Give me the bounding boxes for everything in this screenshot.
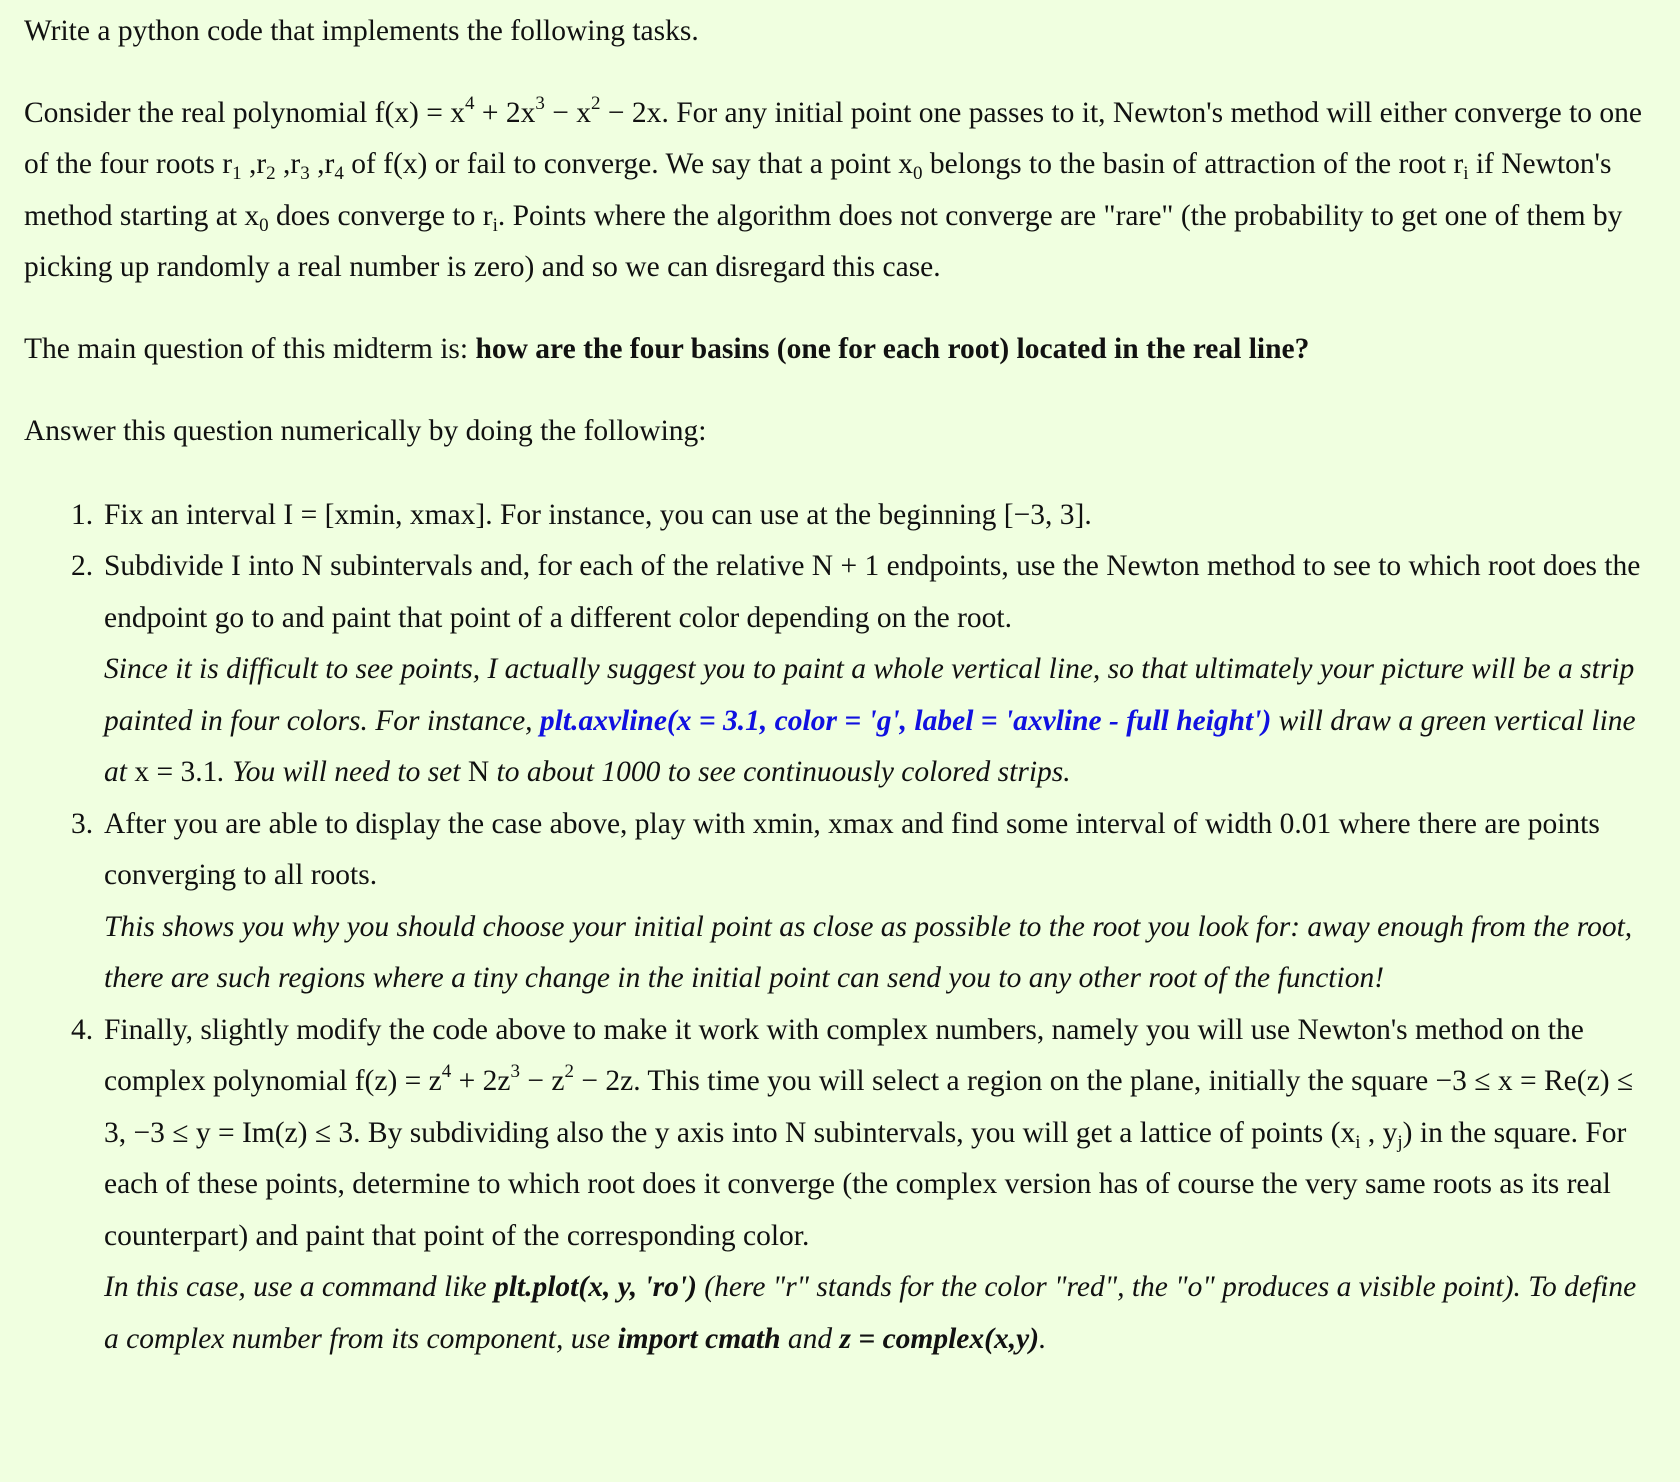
task-list <box>24 490 1658 1366</box>
axvline-code: plt.axvline(x = 3.1, color = 'g', label = 'axvline - full height') <box>539 704 1272 737</box>
main-question-bold: how are the four basins (one for each root) located in the real line? <box>475 332 1310 365</box>
list-item: 4. Finally, slightly modify the code above to make it work with complex numbers, namely you will use Newton's method on the complex polynomial $f(z) = z^4 + 2z^3 - z^2 - 2z$. This time you will select a region on the plane, initially the square −3 ≤ x = Re(z) ≤ 3, −3 ≤ y = Im(z) ≤ 3. By subdividing also the y axis into N subintervals, you will get a lattice of points ($x_i$ , $y_j$) in the square. For each of these points, determine to which root does it converge (the complex version has of course the very same roots as its real counterpart) and paint that point of the corresponding color. In this case, use a command like plt.plot(x, y, 'ro') (here "r" stands for the color "red", the "o" produces a visible point). To define a complex number from its component, use import cmath and z = complex(x,y). <box>71 1013 1637 1355</box>
list-item: 3. After you are able to display the case above, play with xmin, xmax and find some interval of width 0.01 where there are points converging to all roots. This shows you why you should choose your initial point as close as possible to the root you look for: away enough from the root, there are such regions where a tiny change in the initial point can send you to any other root of the function! <box>71 807 1633 994</box>
complex-code: z = complex(x,y) <box>839 1322 1040 1355</box>
intro-text: Write a python code that implements the following tasks. <box>24 15 699 47</box>
main-question: The main question of this midterm is: how are the four basins (one for each root) located in the real line? <box>24 332 1310 365</box>
paragraph-polynomial: Consider the real polynomial $f(x) = x^4 + 2x^3 - x^2 - 2x$. For any initial point one passes to it, Newton's method will either converge to one of the four roots $r_1$ $,r_2$ $,r_3$ $,r_4$ of f(x) or fail to converge. We say that a point $x_0$ belongs to the basin of attraction of the root $r_i$ if Newton's method starting at $x_0$ does converge to $r_i$. Points where the algorithm does not converge are "rare" (the probability to get one of them by picking up randomly a real number is zero) and so we can disregard this case. <box>24 92 1642 283</box>
list-item: 2. Subdivide I into N subintervals and, for each of the relative N + 1 endpoints, use the Newton method to see to which root does the endpoint go to and paint that point of a different color depending on the root. Since it is difficult to see points, I actually suggest you to paint a whole vertical line, so that ultimately your picture will be a strip painted in four colors. For instance, plt.axvline(x = 3.1, color = 'g', label = 'axvline - full height') will draw a green vertical line at x = 3.1. You will need to set N to about 1000 to see continuously colored strips. <box>71 550 1641 788</box>
answer-instructions: Answer this question numerically by doing the following: <box>24 415 707 447</box>
list-item: 1. Fix an interval I = [xmin, xmax]. For instance, you can use at the beginning [−3, 3]. <box>71 498 1092 531</box>
plot-code: plt.plot(x, y, 'ro') <box>493 1271 697 1303</box>
import-code: import cmath <box>617 1322 781 1355</box>
